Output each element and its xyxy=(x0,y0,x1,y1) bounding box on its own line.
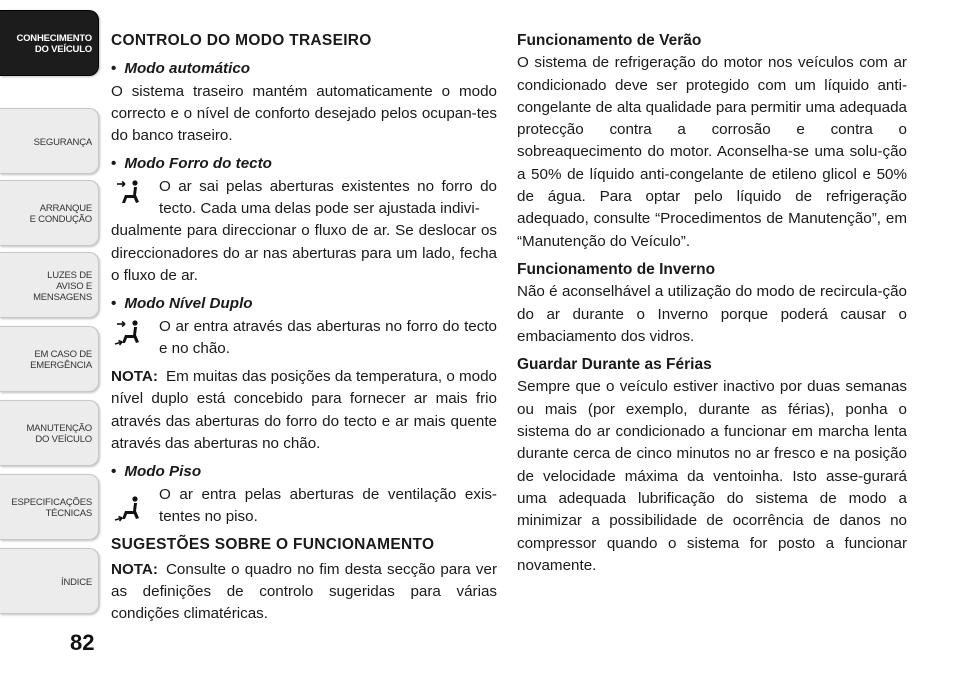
nota-2: NOTA: Consulte o quadro no fim desta secção para ver as definições de controlo sugeridas para várias condições climatéricas. xyxy=(111,560,497,623)
tab-arranque-e-conducao[interactable]: ARRANQUE E CONDUÇÃO xyxy=(0,180,99,246)
page-number: 82 xyxy=(70,630,95,655)
heading-holidays: Guardar Durante as Férias xyxy=(517,356,712,374)
bullet-auto-mode: • Modo automático xyxy=(111,60,251,78)
vent-bilevel-icon xyxy=(113,318,147,346)
nota-1: NOTA: Em muitas das posições da temperatura, o modo nível duplo está concebido para fornecer ar mais frio através das aberturas do forro do tecto e ar mais quente através das aberturas no chão. xyxy=(111,368,497,453)
vent-floor-icon xyxy=(113,494,147,522)
left-column xyxy=(111,30,497,625)
dual-mode-text: O ar entra através das aberturas no forro do tecto e no chão. xyxy=(159,317,497,357)
bullet-floor-mode: • Modo Piso xyxy=(111,463,202,481)
tab-seguranca[interactable]: SEGURANÇA xyxy=(0,108,99,174)
floor-mode-text: O ar entra pelas aberturas de ventilação exis-tentes no piso. xyxy=(159,485,497,525)
vent-roof-icon xyxy=(113,178,147,206)
heading-winter: Funcionamento de Inverno xyxy=(517,260,716,278)
auto-mode-text: O sistema traseiro mantém automaticamente o modo correcto e o nível de conforto desejado pelos ocupan-tes do banco traseiro. xyxy=(111,82,497,145)
tab-em-caso-de-emergencia[interactable]: EM CASO DE EMERGÊNCIA xyxy=(0,326,99,392)
winter-text: Não é aconselhável a utilização do modo de recircula-ção do ar durante o Inverno porque poderá causar o embaciamento dos vidros. xyxy=(517,283,907,345)
roof-mode-block xyxy=(111,176,497,221)
tab-indice[interactable]: ÍNDICE xyxy=(0,548,99,614)
section-heading-suggestions: SUGESTÕES SOBRE O FUNCIONAMENTO xyxy=(111,536,435,554)
bullet-dual-mode: • Modo Nível Duplo xyxy=(111,295,253,313)
tab-especificacoes-tecnicas[interactable]: ESPECIFICAÇÕES TÉCNICAS xyxy=(0,474,99,540)
floor-mode-block xyxy=(111,484,497,529)
tab-luzes-de-aviso[interactable]: LUZES DE AVISO E MENSAGENS xyxy=(0,252,99,318)
dual-mode-block xyxy=(111,316,497,361)
heading-summer: Funcionamento de Verão xyxy=(517,32,702,49)
nota-label: NOTA: xyxy=(111,560,158,578)
section-heading-rear-mode: CONTROLO DO MODO TRASEIRO xyxy=(111,32,372,49)
summer-text: O sistema de refrigeração do motor nos veículos com ar condicionado deve ser protegido com um líquido anti-congelante de alta qualidade para permitir uma adequada protecção contra a corrosão e contra o sobreaquecimento do motor. Aconselha-se uma solu-ção a 50% de líquido anti-congelante de etileno glicol e 50% de água. Para optar pelo líquido de refrigeração adequado, consulte “Procedimentos de Manutenção”, em “Manutenção do Veículo”. xyxy=(517,54,907,250)
tab-conhecimento-do-veiculo[interactable]: CONHECIMENTO DO VEÍCULO xyxy=(0,10,99,76)
chapter-sidebar xyxy=(0,0,102,678)
roof-mode-text-indented: O ar sai pelas aberturas existentes no forro do tecto. Cada uma delas pode ser ajustada indivi- xyxy=(159,177,497,218)
nota-label: NOTA: xyxy=(111,368,158,386)
tab-manutencao-do-veiculo[interactable]: MANUTENÇÃO DO VEÍCULO xyxy=(0,400,99,466)
bullet-roof-mode: • Modo Forro do tecto xyxy=(111,155,272,173)
holidays-text: Sempre que o veículo estiver inactivo por duas semanas ou mais (por exemplo, durante as férias), ponha o sistema do ar condicionado a funcionar em marcha lenta durante cerca de cinco minutos no ar fresco e na posição de velocidade máxima da ventoinha. Isto asse-gurará uma adequada lubrificação do sistema de modo a minimizar a possibilidade de ocorrência de danos no compressor quando o sistema for posto a funcionar novamente. xyxy=(517,378,907,574)
right-column xyxy=(517,30,907,577)
roof-mode-text: dualmente para direccionar o fluxo de ar. Se deslocar os direccionadores do ar nas aberturas para um lado, fecha o fluxo de ar. xyxy=(111,222,497,284)
